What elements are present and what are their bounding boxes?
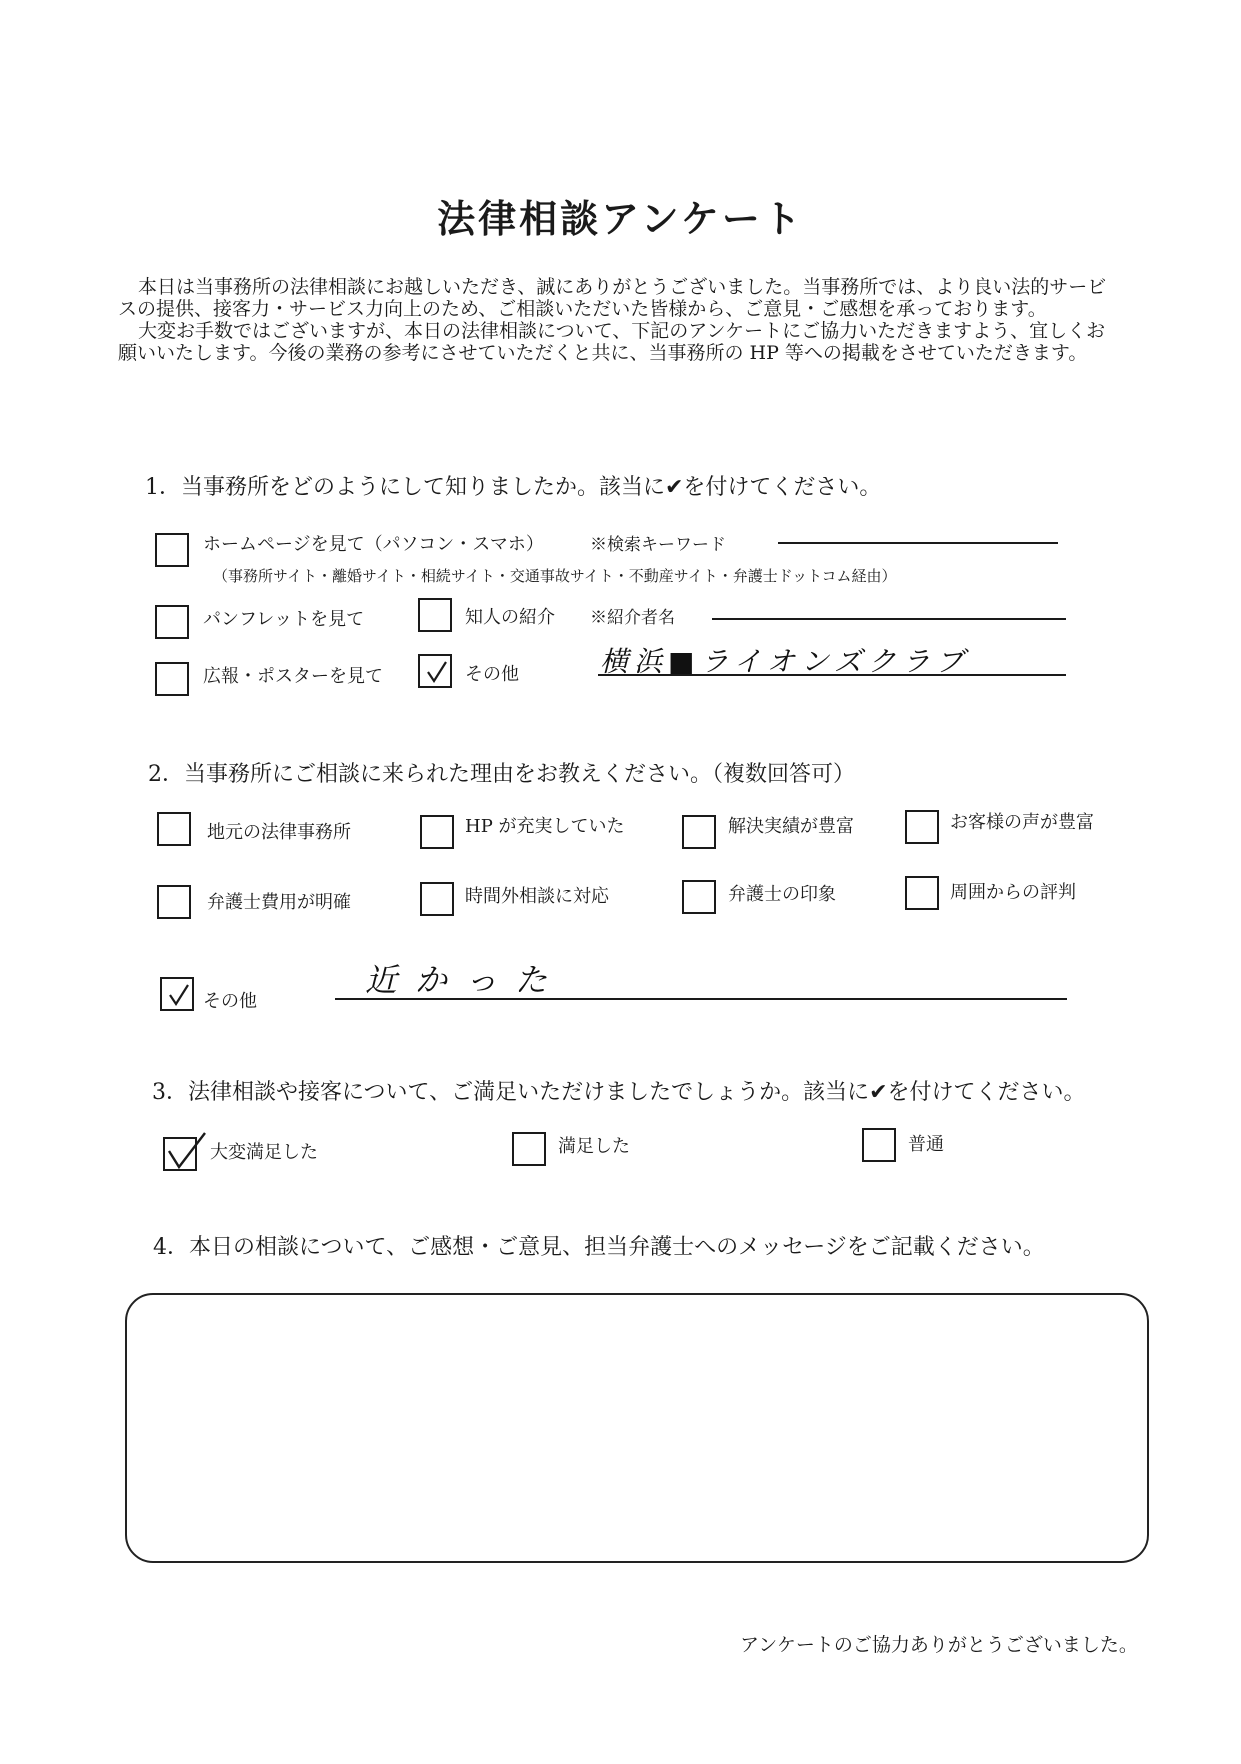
label-testimonials: お客様の声が豊富	[950, 812, 1094, 833]
intro-text	[118, 276, 1118, 364]
label-search-keyword: ※検索キーワード	[590, 535, 726, 555]
check-mark-icon	[162, 979, 196, 1013]
page-title: 法律相談アンケート	[437, 197, 804, 241]
label-q1-other: その他	[465, 664, 519, 685]
checkbox-q2-other[interactable]	[160, 977, 194, 1011]
search-keyword-field[interactable]	[778, 542, 1058, 544]
q1-question: 1．当事務所をどのようにして知りましたか。該当に✔を付けてください。	[145, 475, 882, 500]
label-after-hours: 時間外相談に対応	[465, 886, 609, 907]
q2-other-handwritten: 近かった	[365, 961, 566, 999]
q2-other-field[interactable]	[335, 998, 1067, 1000]
checkbox-referral[interactable]	[418, 598, 452, 632]
checkbox-very-satisfied[interactable]	[163, 1137, 197, 1171]
checkbox-normal[interactable]	[862, 1128, 896, 1162]
checkbox-poster[interactable]	[155, 662, 189, 696]
checkbox-after-hours[interactable]	[420, 882, 454, 916]
label-pamphlet: パンフレットを見て	[203, 609, 365, 630]
checkbox-lawyer-impression[interactable]	[682, 880, 716, 914]
checkbox-hp-rich[interactable]	[420, 815, 454, 849]
check-mark-icon	[420, 656, 454, 690]
checkbox-q1-other[interactable]	[418, 654, 452, 688]
q1-other-handwritten: 横浜■ライオンズクラブ	[600, 645, 970, 678]
label-homepage: ホームページを見て（パソコン・スマホ）	[203, 534, 544, 555]
label-fees-clear: 弁護士費用が明確	[207, 892, 351, 913]
label-referral: 知人の紹介	[465, 607, 555, 628]
label-reputation: 周囲からの評判	[950, 882, 1076, 903]
label-q2-other: その他	[203, 991, 257, 1012]
checkbox-reputation[interactable]	[905, 876, 939, 910]
intro-paragraph-2: 大変お手数ではございますが、本日の法律相談について、下記のアンケートにご協力いただきますよう、宜しくお願いいたします。今後の業務の参考にさせていただくと共に、当事務所の HP 等への掲載をさせていただきます。	[118, 320, 1106, 364]
checkbox-homepage[interactable]	[155, 533, 189, 567]
thank-you-footer: アンケートのご協力ありがとうございました。	[740, 1634, 1138, 1656]
checkbox-fees-clear[interactable]	[157, 885, 191, 919]
checkbox-local-firm[interactable]	[157, 812, 191, 846]
checkbox-satisfied[interactable]	[512, 1132, 546, 1166]
checkbox-pamphlet[interactable]	[155, 605, 189, 639]
label-local-firm: 地元の法律事務所	[207, 822, 351, 843]
label-hp-rich: HP が充実していた	[465, 816, 625, 837]
comment-textbox[interactable]	[125, 1293, 1149, 1563]
checkbox-track-record[interactable]	[682, 815, 716, 849]
label-lawyer-impression: 弁護士の印象	[728, 884, 836, 905]
q4-question: 4．本日の相談について、ご感想・ご意見、担当弁護士へのメッセージをご記載ください。	[153, 1235, 1045, 1260]
checkbox-testimonials[interactable]	[905, 810, 939, 844]
q3-question: 3．法律相談や接客について、ご満足いただけましたでしょうか。該当に✔を付けてください。	[152, 1080, 1086, 1105]
label-satisfied: 満足した	[558, 1136, 630, 1157]
referrer-name-field[interactable]	[712, 618, 1066, 620]
q1-other-field[interactable]	[598, 674, 1066, 676]
check-mark-icon	[165, 1139, 199, 1173]
label-poster: 広報・ポスターを見て	[203, 666, 383, 687]
label-very-satisfied: 大変満足した	[210, 1142, 318, 1163]
q2-question: 2．当事務所にご相談に来られた理由をお教えください。（複数回答可）	[148, 762, 855, 787]
intro-paragraph-1: 本日は当事務所の法律相談にお越しいただき、誠にありがとうございました。当事務所では、より良い法的サービスの提供、接客力・サービス力向上のため、ご相談いただいた皆様から、ご意見・ご感想を承っております。	[118, 276, 1107, 320]
label-track-record: 解決実績が豊富	[728, 816, 854, 837]
label-sites-note: （事務所サイト・離婚サイト・相続サイト・交通事故サイト・不動産サイト・弁護士ドットコム経由）	[213, 567, 897, 585]
label-referrer-name: ※紹介者名	[590, 608, 675, 628]
label-normal: 普通	[908, 1134, 944, 1155]
